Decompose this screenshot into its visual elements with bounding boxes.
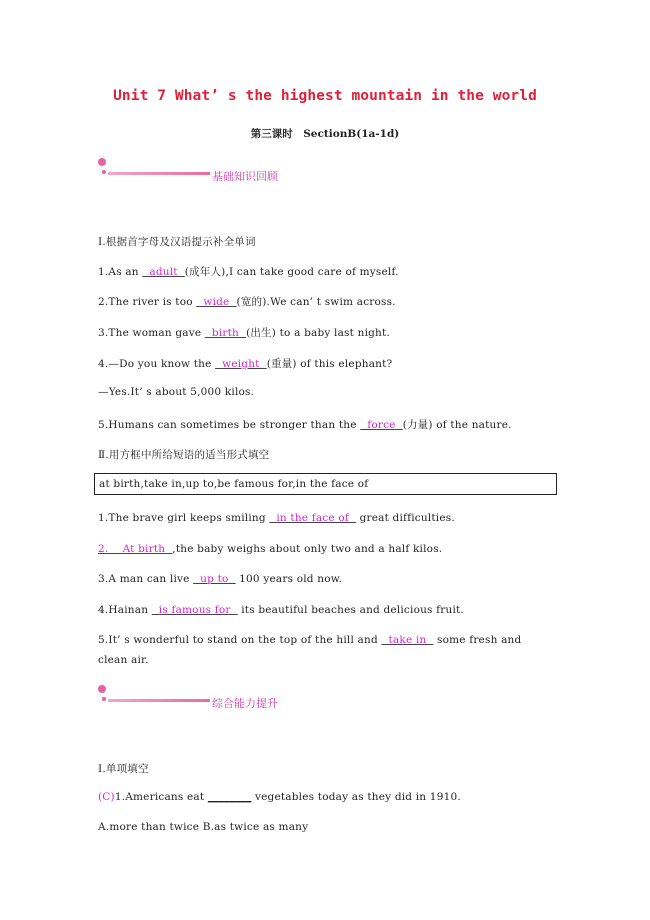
question-text: 2.The river is too	[98, 296, 197, 308]
answer-blank: wide	[196, 296, 237, 308]
question-row	[98, 512, 455, 524]
section-label-basics: 基础知识回顾	[212, 170, 278, 183]
question-row-reply: —Yes.It’ s about 5,000 kilos.	[98, 386, 255, 398]
question-row-continued: clean air.	[98, 654, 149, 666]
decor-dot-icon	[98, 685, 106, 693]
answer-paren: )	[110, 791, 115, 803]
section-label-ability: 综合能力提升	[212, 697, 278, 710]
question-number: 2.	[98, 543, 109, 555]
answer-blank: weight	[215, 358, 267, 370]
question-text: (力量) of the nature.	[402, 419, 512, 431]
question-text: 5.Humans can sometimes be stronger than the	[98, 419, 361, 431]
question-row	[98, 634, 521, 646]
answer-blank: At birth	[108, 543, 173, 555]
lesson-subtitle: 第三课时 SectionB(1a-1d)	[250, 128, 400, 140]
question-row	[98, 573, 342, 585]
question-row	[98, 264, 399, 279]
answer-paren: (	[98, 791, 103, 803]
part-one-heading: Ⅰ.根据首字母及汉语提示补全单词	[98, 236, 256, 248]
decor-bar	[108, 172, 210, 175]
question-text: some fresh and	[433, 634, 522, 646]
options-row: A.more than twice B.as twice as many	[98, 821, 309, 833]
question-text: (成年人),I can take good care of myself.	[184, 266, 399, 278]
question-row	[98, 417, 512, 432]
question-row	[98, 356, 392, 371]
question-row	[98, 294, 396, 309]
question-text: 5.It’ s wonderful to stand on the top of the hill and	[98, 634, 382, 646]
question-text: 3.A man can live	[98, 573, 194, 585]
answer-blank: force	[360, 419, 403, 431]
answer-blank: up to	[193, 573, 236, 585]
question-text: 100 years old now.	[235, 573, 343, 585]
question-text: (重量) of this elephant?	[266, 358, 393, 370]
question-text: great difficulties.	[356, 512, 455, 524]
decor-dot-icon	[102, 697, 106, 701]
question-text: 1.Americans eat	[114, 791, 208, 803]
question-text: its beautiful beaches and delicious fruit.	[237, 604, 464, 616]
decor-dot-icon	[102, 170, 106, 174]
question-text: (出生) to a baby last night.	[246, 327, 390, 339]
phrase-box	[94, 473, 557, 495]
answer-blank: birth	[204, 327, 247, 339]
answer-blank: in the face of	[269, 512, 357, 524]
question-text: 4.—Do you know the	[98, 358, 216, 370]
answer-blank: is famous for	[151, 604, 238, 616]
question-row	[98, 604, 464, 616]
decor-dot-icon	[98, 158, 106, 166]
answer-choice: C	[102, 791, 111, 803]
part-two-heading: Ⅱ.用方框中所给短语的适当形式填空	[98, 449, 270, 461]
question-text: (宽的).We can’ t swim across.	[236, 296, 396, 308]
decor-bar	[108, 699, 210, 702]
blank: ________	[207, 791, 252, 803]
question-text: 4.Hainan	[98, 604, 152, 616]
question-row	[98, 791, 461, 803]
page-title: Unit 7 What’ s the highest mountain in the world	[113, 88, 537, 104]
question-row	[98, 325, 390, 340]
phrase-box-text: at birth,take in,up to,be famous for,in the face of	[99, 478, 369, 490]
answer-blank: take in	[381, 634, 434, 646]
question-row	[98, 543, 442, 555]
question-text: 3.The woman gave	[98, 327, 205, 339]
part-three-heading: Ⅰ.单项填空	[98, 763, 149, 775]
question-text: ,the baby weighs about only two and a half kilos.	[172, 543, 443, 555]
answer-blank: adult	[142, 266, 185, 278]
question-text: 1.As an	[98, 266, 143, 278]
question-text: 1.The brave girl keeps smiling	[98, 512, 270, 524]
question-text: vegetables today as they did in 1910.	[251, 791, 461, 803]
